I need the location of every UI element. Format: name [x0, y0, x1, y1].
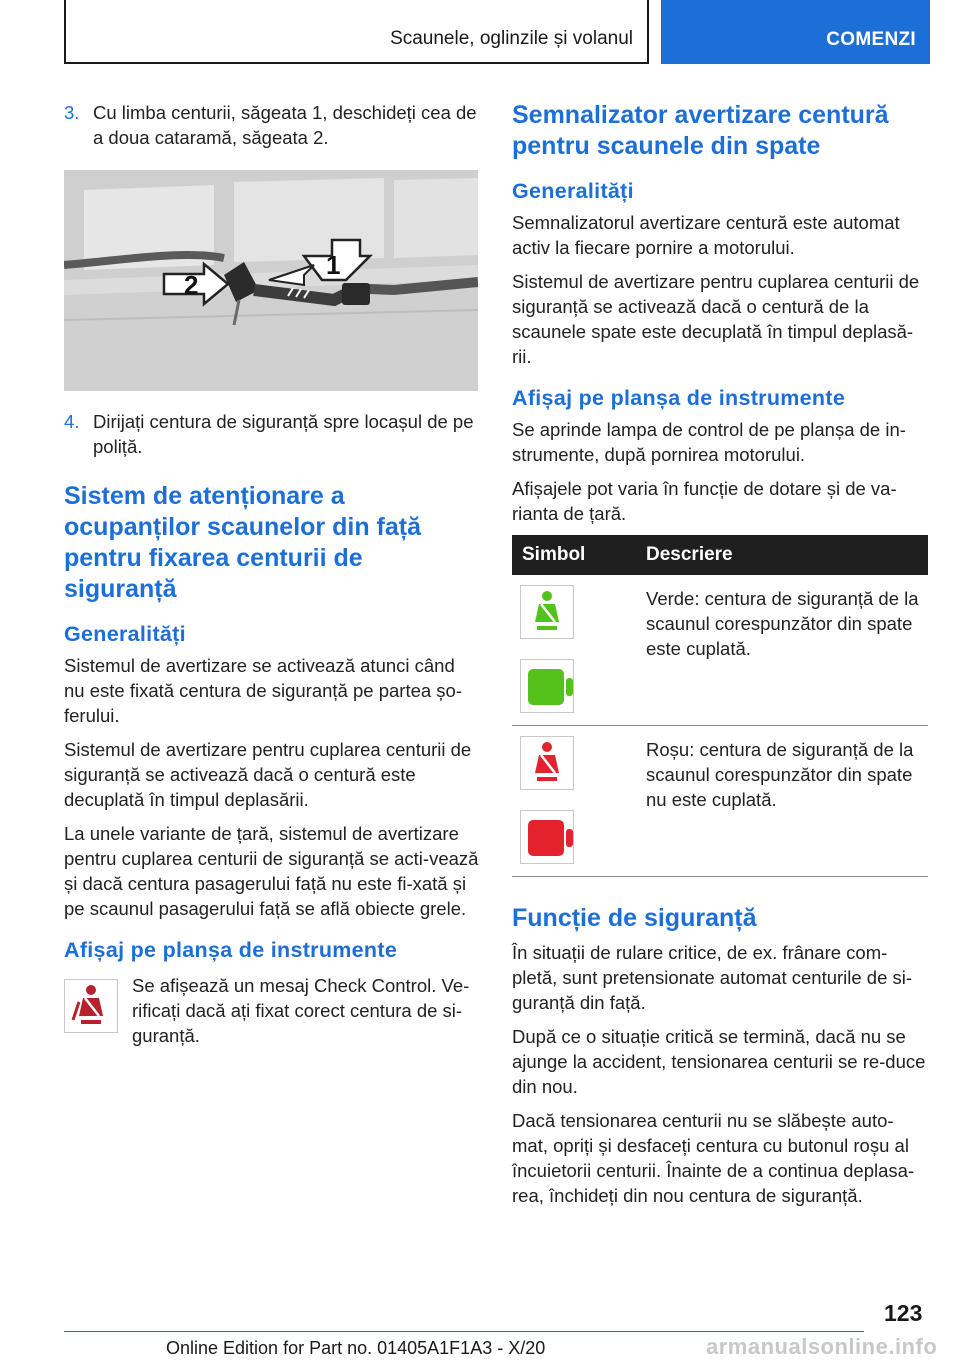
- step-4: [64, 409, 480, 459]
- section-tab[interactable]: [661, 0, 930, 64]
- seatbelt-fastened-icon: [520, 585, 574, 639]
- chapter-tab[interactable]: [64, 0, 649, 64]
- page-number: 123: [884, 1300, 923, 1326]
- step-text: Cu limba centurii, săgeata 1, deschideți cea de a doua cataramă, săgeata 2.: [93, 102, 477, 148]
- seatbelt-warning-icon: [64, 979, 118, 1033]
- paragraph: La unele variante de țară, sistemul de avertizare pentru cuplarea centurii de siguranță se acti-vează și dacă centura pasagerului față nu este fi-xată și pe scaunul pasagerului față se află obiecte grele.: [64, 823, 479, 919]
- paragraph: Dacă tensionarea centurii nu se slăbește auto-mat, opriți și desfaceți centura cu butonul roșu al încuietorii centurii. Înainte de a continua deplasa-rea, închideți din nou centura de siguranță.: [512, 1110, 915, 1206]
- step-number: 4.: [64, 411, 80, 432]
- green-indicator-icon: [520, 659, 574, 713]
- step-3: [64, 100, 480, 150]
- buckle-photo-illustration: [64, 170, 478, 391]
- table-row: [512, 726, 928, 877]
- symbol-cell: [512, 575, 636, 726]
- paragraph: Afișajele pot varia în funcție de dotare și de va-rianta de țară.: [512, 478, 897, 524]
- paragraph: Semnalizatorul avertizare centură este automat activ la fiecare pornire a motorului.: [512, 212, 900, 258]
- buckle-photo: [64, 170, 478, 391]
- seatbelt-unfastened-icon: [520, 736, 574, 790]
- paragraph: Se aprinde lampa de control de pe planșa de in-strumente, după pornirea motorului.: [512, 419, 906, 465]
- heading-general: Generalități: [512, 179, 634, 203]
- footer-divider: [64, 1331, 864, 1332]
- edition-text: Online Edition for Part no. 01405A1F1A3 - X/20: [166, 1338, 546, 1358]
- chapter-title: Scaunele, oglinzile și volanul: [390, 28, 633, 49]
- table-header-row: [512, 535, 928, 575]
- column-header-description: Descriere: [636, 535, 928, 575]
- symbol-cell: [512, 726, 636, 877]
- paragraph: Se afișează un mesaj Check Control. Ve-rificați dacă ați fixat corect centura de si-guranță.: [132, 975, 470, 1046]
- paragraph: Sistemul de avertizare pentru cuplarea centurii de siguranță se activează dacă o centură este decuplată în timpul deplasării.: [64, 739, 472, 810]
- display-note: [64, 973, 480, 1048]
- paragraph: Sistemul de avertizare pentru cuplarea centurii de siguranță se activează dacă o centură de la scaunele spate este decuplată în timpul deplasă-rii.: [512, 271, 920, 367]
- table-row: [512, 575, 928, 726]
- column-header-symbol: Simbol: [512, 535, 636, 575]
- paragraph: În situații de rulare critice, de ex. frânare com-pletă, sunt pretensionate automat centurile de si-guranță din față.: [512, 942, 913, 1013]
- right-column: [512, 100, 928, 1217]
- symbol-table: [512, 535, 928, 877]
- heading-safety-function: Funcție de siguranță: [512, 904, 757, 932]
- step-number: 3.: [64, 102, 80, 123]
- step-text: Dirijați centura de siguranță spre locașul de pe poliță.: [93, 411, 474, 457]
- arrow-1-label: 1: [326, 250, 341, 280]
- left-column: [64, 100, 480, 1057]
- heading-instrument-display: Afișaj pe planșa de instrumente: [512, 386, 846, 410]
- description-cell: Roșu: centura de siguranță de la scaunul corespunzător din spate nu este cuplată.: [636, 726, 928, 877]
- red-indicator-icon: [520, 810, 574, 864]
- heading-rear-seat-warning: Semnalizator avertizare centură pentru scaunele din spate: [512, 101, 889, 160]
- paragraph: După ce o situație critică se termină, dacă nu se ajunge la accident, tensionarea centurii se re-duce din nou.: [512, 1026, 926, 1097]
- heading-general: Generalități: [64, 622, 186, 646]
- heading-front-seat-warning: Sistem de atenționare a ocupanților scaunelor din față pentru fixarea centurii de siguranță: [64, 482, 421, 603]
- paragraph: Sistemul de avertizare se activează atunci când nu este fixată centura de siguranță pe partea șo-ferului.: [64, 655, 463, 726]
- arrow-2-label: 2: [184, 270, 199, 300]
- watermark: armanualsonline.info: [706, 1334, 938, 1359]
- page-header: [64, 0, 930, 64]
- description-cell: Verde: centura de siguranță de la scaunul corespunzător din spate este cuplată.: [636, 575, 928, 726]
- section-title: COMENZI: [826, 29, 916, 50]
- heading-instrument-display: Afișaj pe planșa de instrumente: [64, 938, 398, 962]
